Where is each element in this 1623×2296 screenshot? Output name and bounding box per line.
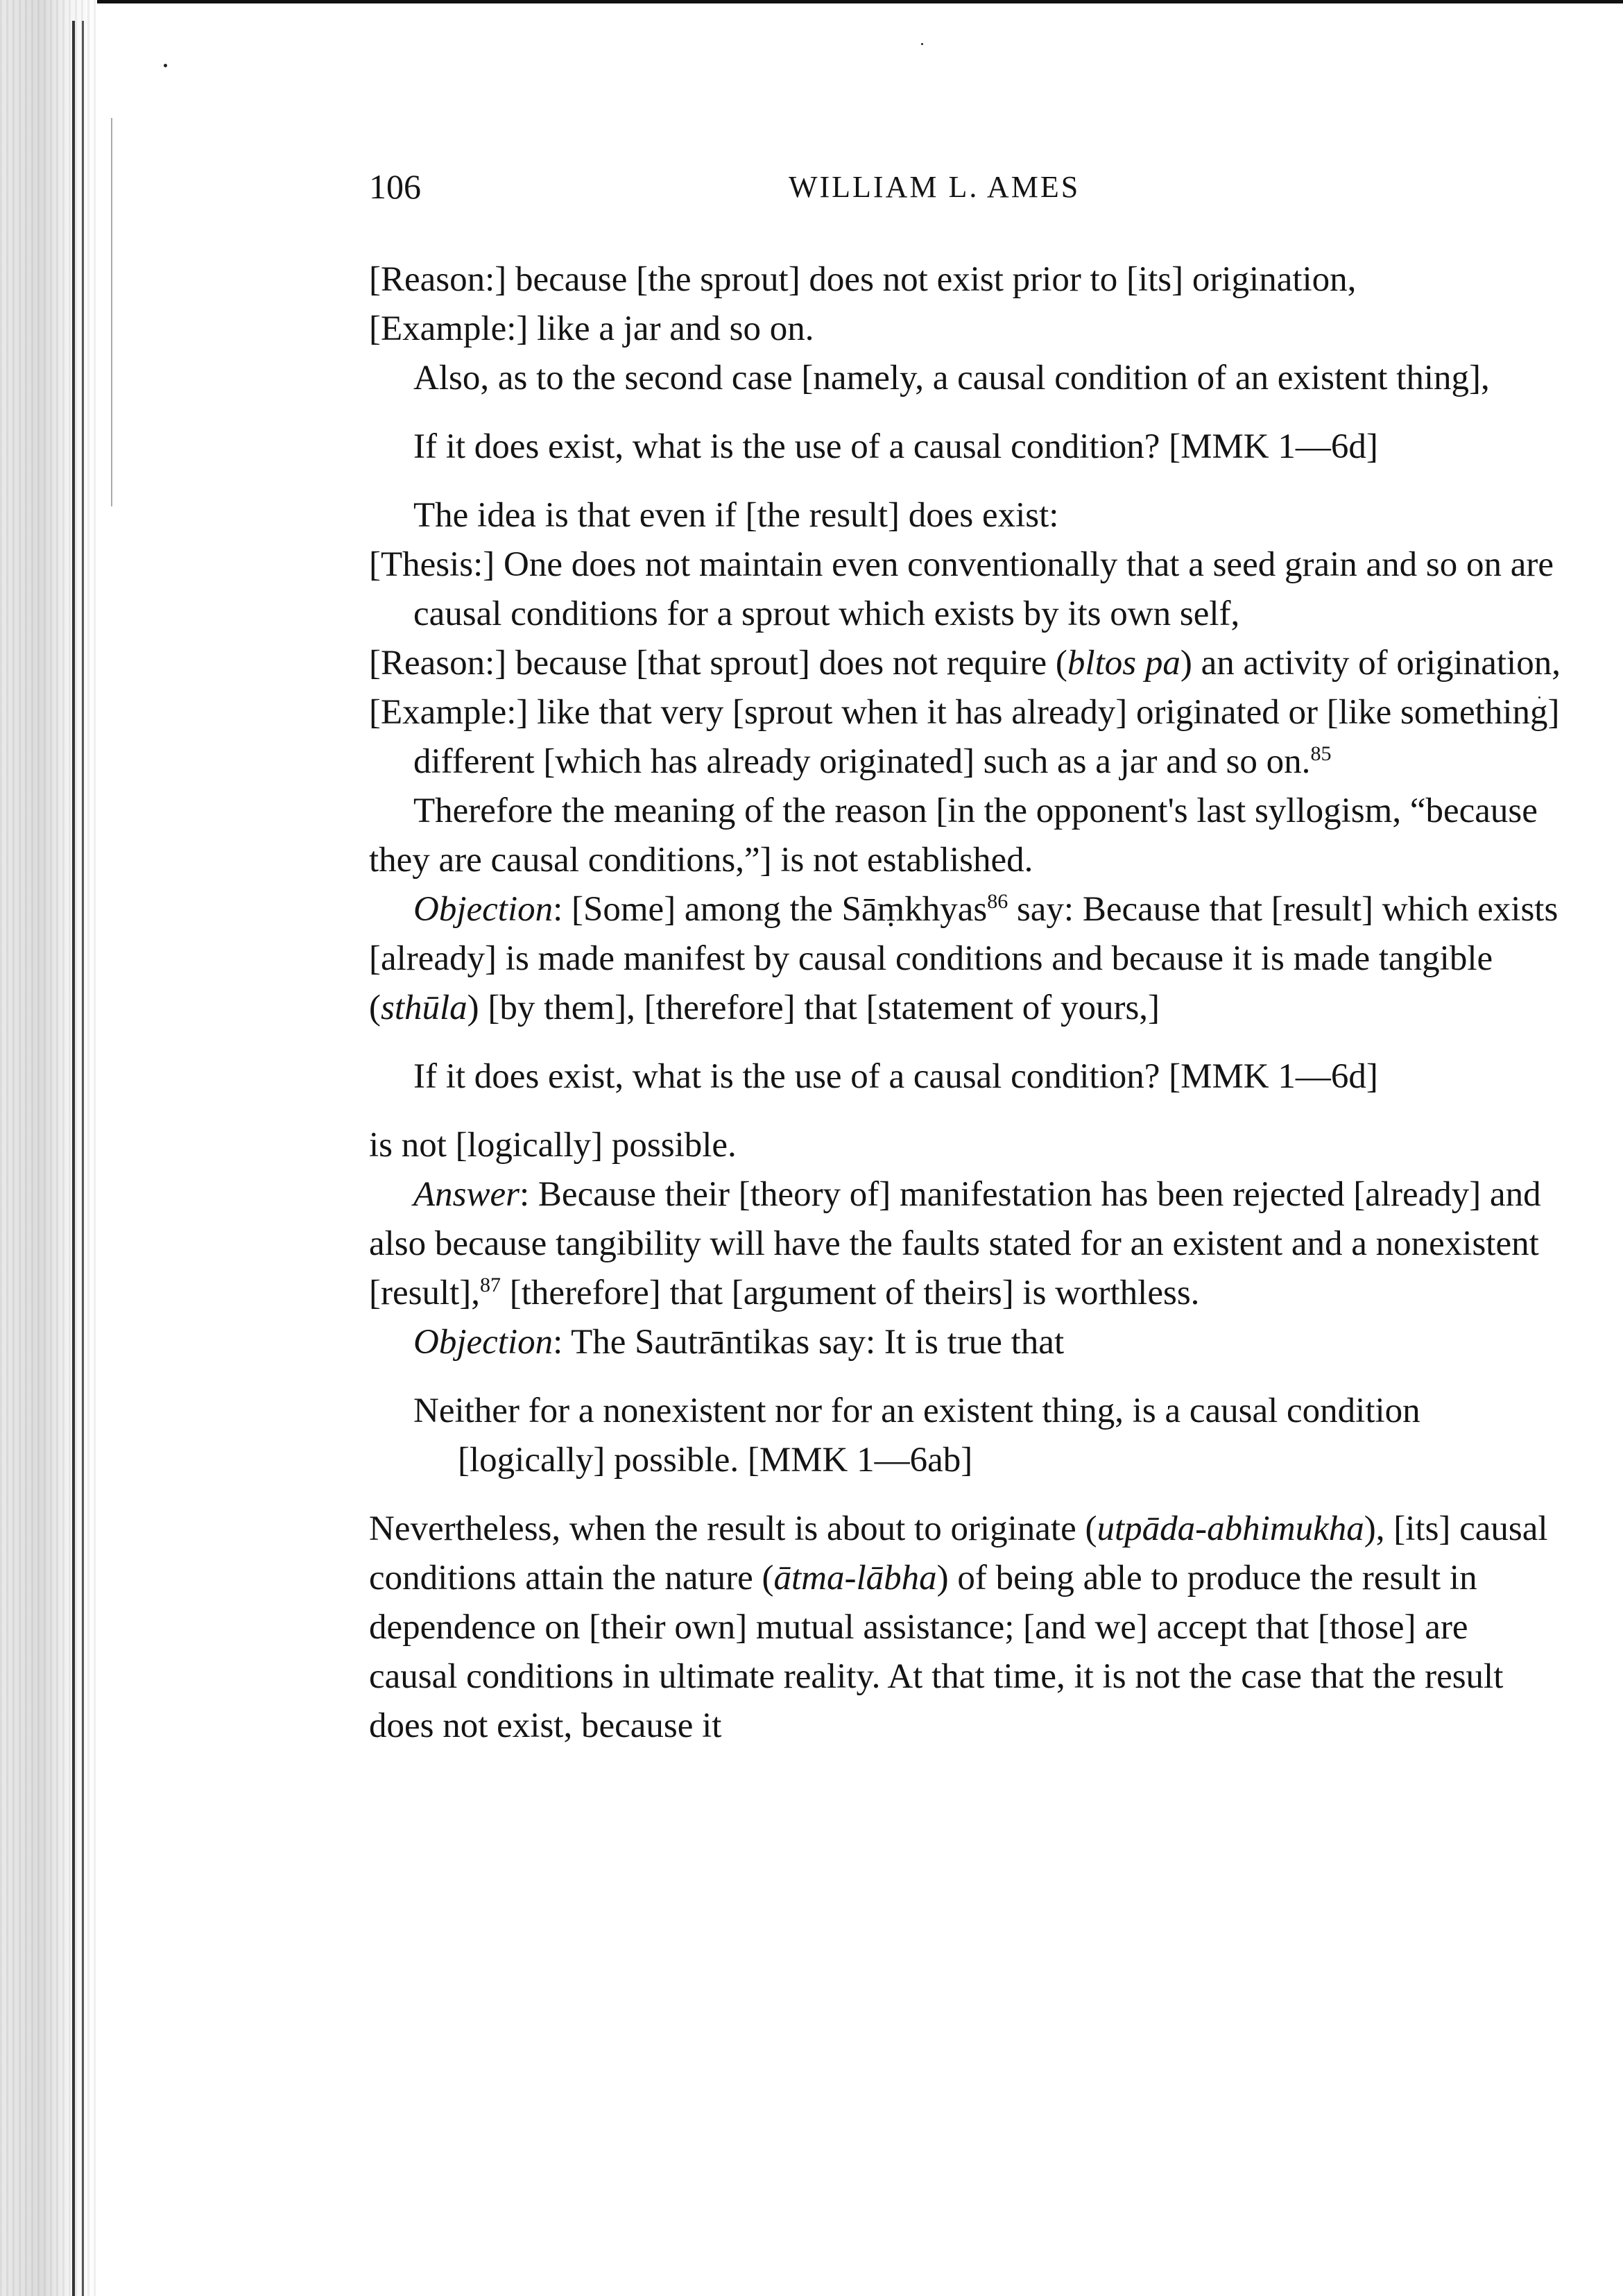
answer-text: [therefore] that [argument of theirs] is worthless. [501,1274,1200,1312]
reason-statement [369,639,1562,688]
paragraph: is not [logically] possible. [369,1126,737,1165]
page-top-edge [0,0,1623,3]
objection-text: say: Because that [result] which exists [already] is made manifest by causal conditions and because it is made tangible ( [369,890,1558,1027]
thesis-statement: [Thesis:] One does not maintain even conventionally that a seed grain and so on are causal conditions for a sprout which exists by its own self, [369,545,1554,633]
reason-text: [Reason:] because [that sprout] does not require ( [369,644,1067,683]
sanskrit-term: ātma-lābha [773,1559,937,1597]
example-line: [Example:] like a jar and so on. [369,309,814,348]
paragraph: Therefore the meaning of the reason [in the opponent's last syllogism, “because they are causal conditions,”] is not established. [369,791,1538,880]
sanskrit-term: sthūla [380,988,467,1027]
gutter-line [111,118,112,506]
reason-text: ) an activity of origination, [1180,644,1561,683]
paragraph: The idea is that even if [the result] does exist: [413,496,1059,535]
paragraph-text: ) of being able to produce the result in dependence on [their own] mutual assistance; [and we] accept that [those] are causal conditions in ultimate reality. At that time, it is not the case that the result does not exist, because it [369,1559,1504,1745]
footnote-ref: 85 [1310,742,1332,765]
scan-binding-gutter [0,0,97,2296]
objection-label: Objection [413,1323,553,1362]
objection-text: : The Sautrāntikas say: It is true that [553,1323,1065,1362]
example-text: [Example:] like that very [sprout when it has already] originated or [like something] different [which has already originated] such as a jar and so on. [369,693,1560,781]
verse-quote: Neither for a nonexistent nor for an existent thing, is a causal condition [logically] possible. [MMK 1—6ab] [413,1391,1420,1480]
footnote-ref: 86 [987,890,1008,913]
paragraph-text: Nevertheless, when the result is about to originate ( [369,1509,1097,1548]
objection-text: : [Some] among the Sāṃkhyas [553,890,988,929]
objection-text: ) [by them], [therefore] that [statement of yours,] [467,988,1160,1027]
running-title: WILLIAM L. AMES [789,170,1081,204]
answer-paragraph [369,1170,1562,1318]
objection-paragraph [369,885,1562,1033]
paragraph [369,1505,1562,1751]
objection-paragraph [369,1318,1562,1367]
gutter-line [72,21,75,2296]
scan-speck [921,43,923,45]
page-number: 106 [369,167,421,206]
objection-label: Objection [413,890,553,929]
body-text [369,255,1562,1751]
verse-quote: If it does exist, what is the use of a causal condition? [MMK 1—6d] [413,1057,1378,1096]
running-head [369,166,1548,208]
paragraph-text: ), [its] causal conditions attain the nature ( [369,1509,1548,1597]
answer-label: Answer [413,1175,519,1214]
gutter-line [82,21,84,2296]
example-statement [369,688,1562,787]
tibetan-term: bltos pa [1067,644,1180,683]
answer-text: : Because their [theory of] manifestation has been rejected [already] and also because tangibility will have the faults stated for an existent and a nonexistent [result], [369,1175,1541,1312]
reason-line: [Reason:] because [the sprout] does not exist prior to [its] origination, [369,260,1357,299]
scan-speck [164,64,167,67]
sanskrit-term: utpāda-abhimukha [1097,1509,1364,1548]
footnote-ref: 87 [480,1274,501,1296]
verse-quote: If it does exist, what is the use of a causal condition? [MMK 1—6d] [413,427,1378,466]
paragraph: Also, as to the second case [namely, a causal condition of an existent thing], [413,359,1490,397]
